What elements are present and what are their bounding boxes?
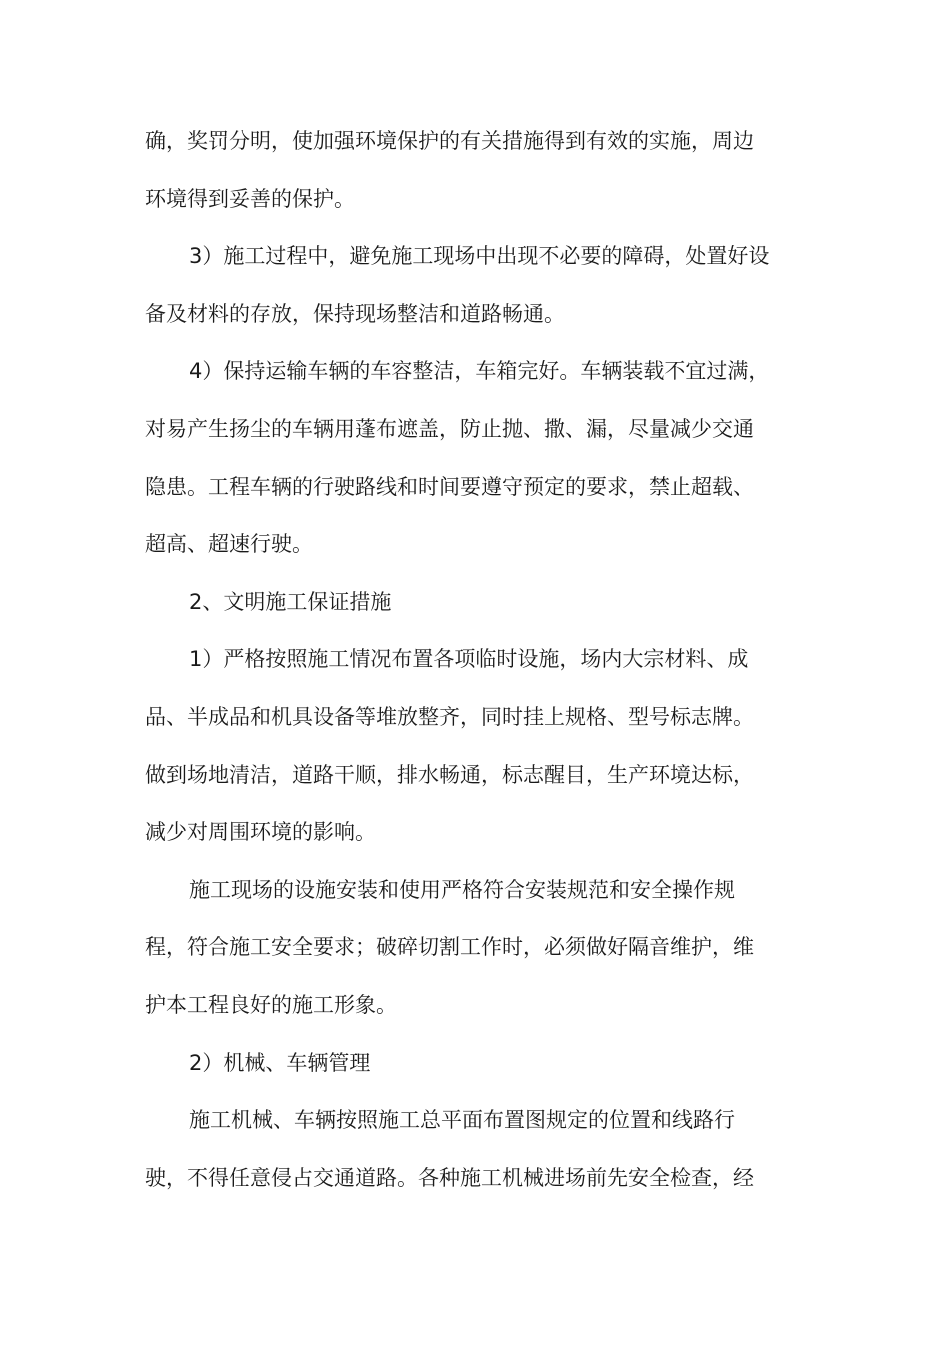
body-text	[145, 118, 775, 1212]
text-line: 护本工程良好的施工形象。	[145, 992, 397, 1017]
text-line: 2、文明施工保证措施	[189, 589, 392, 614]
text-line: 减少对周围环境的影响。	[145, 820, 376, 845]
text-line: 超高、超速行驶。	[145, 532, 313, 557]
text-line: 品、半成品和机具设备等堆放整齐，同时挂上规格、型号标志牌。	[145, 704, 754, 729]
text-line: 对易产生扬尘的车辆用蓬布遮盖，防止抛、撒、漏，尽量减少交通	[145, 416, 754, 441]
text-line: 程，符合施工安全要求；破碎切割工作时，必须做好隔音维护，维	[145, 935, 754, 960]
text-line: 2）机械、车辆管理	[189, 1050, 371, 1075]
text-line: 施工现场的设施安装和使用严格符合安装规范和安全操作规	[189, 877, 735, 902]
text-line: 确，奖罚分明，使加强环境保护的有关措施得到有效的实施，周边	[145, 129, 754, 153]
text-line: 环境得到妥善的保护。	[145, 186, 355, 211]
text-line: 驶，不得任意侵占交通道路。各种施工机械进场前先安全检查，经	[145, 1165, 754, 1190]
text-line: 4）保持运输车辆的车容整洁，车箱完好。车辆装载不宜过满，	[189, 359, 770, 384]
text-line: 3）施工过程中，避免施工现场中出现不必要的障碍，处置好设	[189, 244, 770, 269]
text-line: 施工机械、车辆按照施工总平面布置图规定的位置和线路行	[189, 1108, 735, 1133]
text-line: 隐患。工程车辆的行驶路线和时间要遵守预定的要求，禁止超载、	[145, 474, 754, 499]
text-line: 备及材料的存放，保持现场整洁和道路畅通。	[145, 301, 565, 326]
text-line: 1）严格按照施工情况布置各项临时设施，场内大宗材料、成	[189, 647, 749, 672]
text-line: 做到场地清洁，道路干顺，排水畅通，标志醒目，生产环境达标，	[145, 762, 754, 787]
